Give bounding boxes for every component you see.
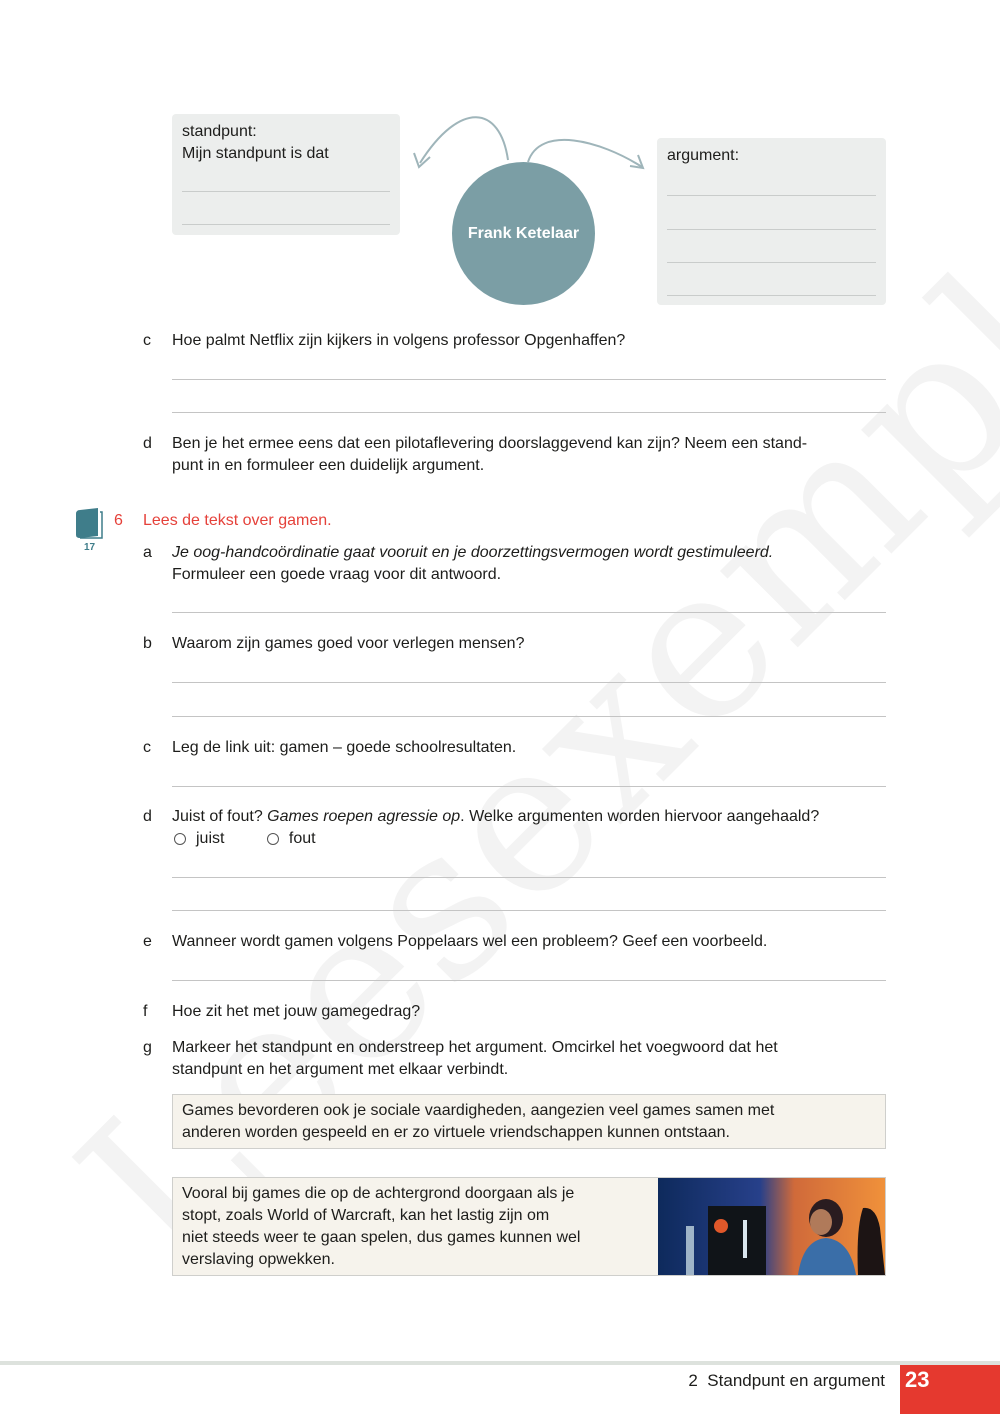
radio-label: fout <box>288 830 316 847</box>
standpunt-box <box>172 114 400 235</box>
question-text: Wanneer wordt gamen volgens Poppelaars wel een probleem? Geef een voorbeeld. <box>172 933 768 950</box>
question-letter: g <box>143 1039 152 1056</box>
answer-line[interactable] <box>667 295 876 296</box>
question-letter: d <box>143 435 152 452</box>
argument-label: argument: <box>667 147 740 164</box>
question-letter: d <box>143 808 152 825</box>
answer-line[interactable] <box>667 229 876 230</box>
quote-box-social[interactable] <box>172 1094 886 1149</box>
quote-line: verslaving opwekken. <box>182 1251 335 1268</box>
question-letter: e <box>143 933 152 950</box>
answer-line[interactable] <box>667 195 876 196</box>
question-text <box>172 806 886 852</box>
quote-line: Vooral bij games die op de achtergrond doorgaan als je <box>182 1185 575 1202</box>
standpunt-prompt: Mijn standpunt is dat <box>182 145 329 162</box>
answer-line[interactable] <box>172 786 886 787</box>
radio-fout[interactable] <box>265 828 316 850</box>
answer-line[interactable] <box>172 716 886 717</box>
standpunt-label: standpunt: <box>182 123 257 140</box>
question-text-line: punt in en formuleer een duidelijk argument. <box>172 457 485 474</box>
book-page-number: 17 <box>84 542 96 553</box>
question-text-line: Ben je het ermee eens dat een pilotaflevering doorslaggevend kan zijn? Neem een stand- <box>172 435 808 452</box>
answer-line[interactable] <box>172 412 886 413</box>
answer-line[interactable] <box>172 612 886 613</box>
question-letter: a <box>143 544 152 561</box>
argument-box <box>657 138 886 305</box>
quote-line: stopt, zoals World of Warcraft, kan het lastig zijn om <box>182 1207 550 1224</box>
quote-line: anderen worden gespeeld en er zo virtuele vriendschappen kunnen ontstaan. <box>182 1124 730 1141</box>
footer-rule <box>0 1361 1000 1365</box>
arrow-to-standpunt <box>420 117 508 163</box>
radio-label: juist <box>196 830 225 847</box>
answer-line[interactable] <box>182 224 390 225</box>
radio-juist[interactable] <box>172 828 224 850</box>
person-name: Frank Ketelaar <box>467 224 580 242</box>
question-letter: c <box>143 739 151 756</box>
book-icon <box>74 508 106 542</box>
question-text <box>172 542 886 586</box>
question-letter: c <box>143 332 151 349</box>
answer-line[interactable] <box>172 682 886 683</box>
answer-line[interactable] <box>667 262 876 263</box>
person-circle <box>452 162 595 305</box>
answer-quote: Je oog-handcoördinatie gaat vooruit en je doorzettingsvermogen wordt gestimuleerd. <box>172 544 774 561</box>
answer-line[interactable] <box>172 910 886 911</box>
question-text <box>172 1037 886 1081</box>
radio-circle-icon[interactable] <box>174 833 186 845</box>
exercise-title: Lees de tekst over gamen. <box>143 512 332 529</box>
radio-circle-icon[interactable] <box>267 833 279 845</box>
quote-line: Games bevorderen ook je sociale vaardigheden, aangezien veel games samen met <box>182 1102 775 1119</box>
statement: Games roepen agressie op <box>267 808 461 825</box>
exercise-number: 6 <box>114 512 123 529</box>
question-text <box>172 433 886 477</box>
page-number: 23 <box>900 1365 1000 1414</box>
question-letter: b <box>143 635 152 652</box>
question-letter: f <box>143 1003 148 1020</box>
question-text-part: . Welke argumenten worden hiervoor aangehaald? <box>460 808 820 825</box>
answer-line[interactable] <box>172 877 886 878</box>
question-text-line: standpunt en het argument met elkaar verbindt. <box>172 1061 509 1078</box>
question-text-line: Markeer het standpunt en onderstreep het argument. Omcirkel het voegwoord dat het <box>172 1039 778 1056</box>
question-text: Hoe palmt Netflix zijn kijkers in volgens professor Opgenhaffen? <box>172 332 626 349</box>
answer-line[interactable] <box>172 379 886 380</box>
question-text-line: Formuleer een goede vraag voor dit antwoord. <box>172 566 502 583</box>
question-text: Hoe zit het met jouw gamegedrag? <box>172 1003 421 1020</box>
question-text: Waarom zijn games goed voor verlegen mensen? <box>172 635 525 652</box>
answer-line[interactable] <box>172 980 886 981</box>
quote-text <box>182 1183 580 1271</box>
question-text-part: Juist of fout? <box>172 808 268 825</box>
arrow-to-argument <box>528 140 642 167</box>
quote-text <box>182 1100 774 1144</box>
answer-line[interactable] <box>182 191 390 192</box>
quote-line: niet steeds weer te gaan spelen, dus games kunnen wel <box>182 1229 581 1246</box>
question-text: Leg de link uit: gamen – goede schoolresultaten. <box>172 739 517 756</box>
chapter-title: 2 Standpunt en argument <box>688 1371 885 1390</box>
gamer-photo <box>658 1178 885 1275</box>
quote-box-addiction[interactable] <box>172 1177 886 1276</box>
